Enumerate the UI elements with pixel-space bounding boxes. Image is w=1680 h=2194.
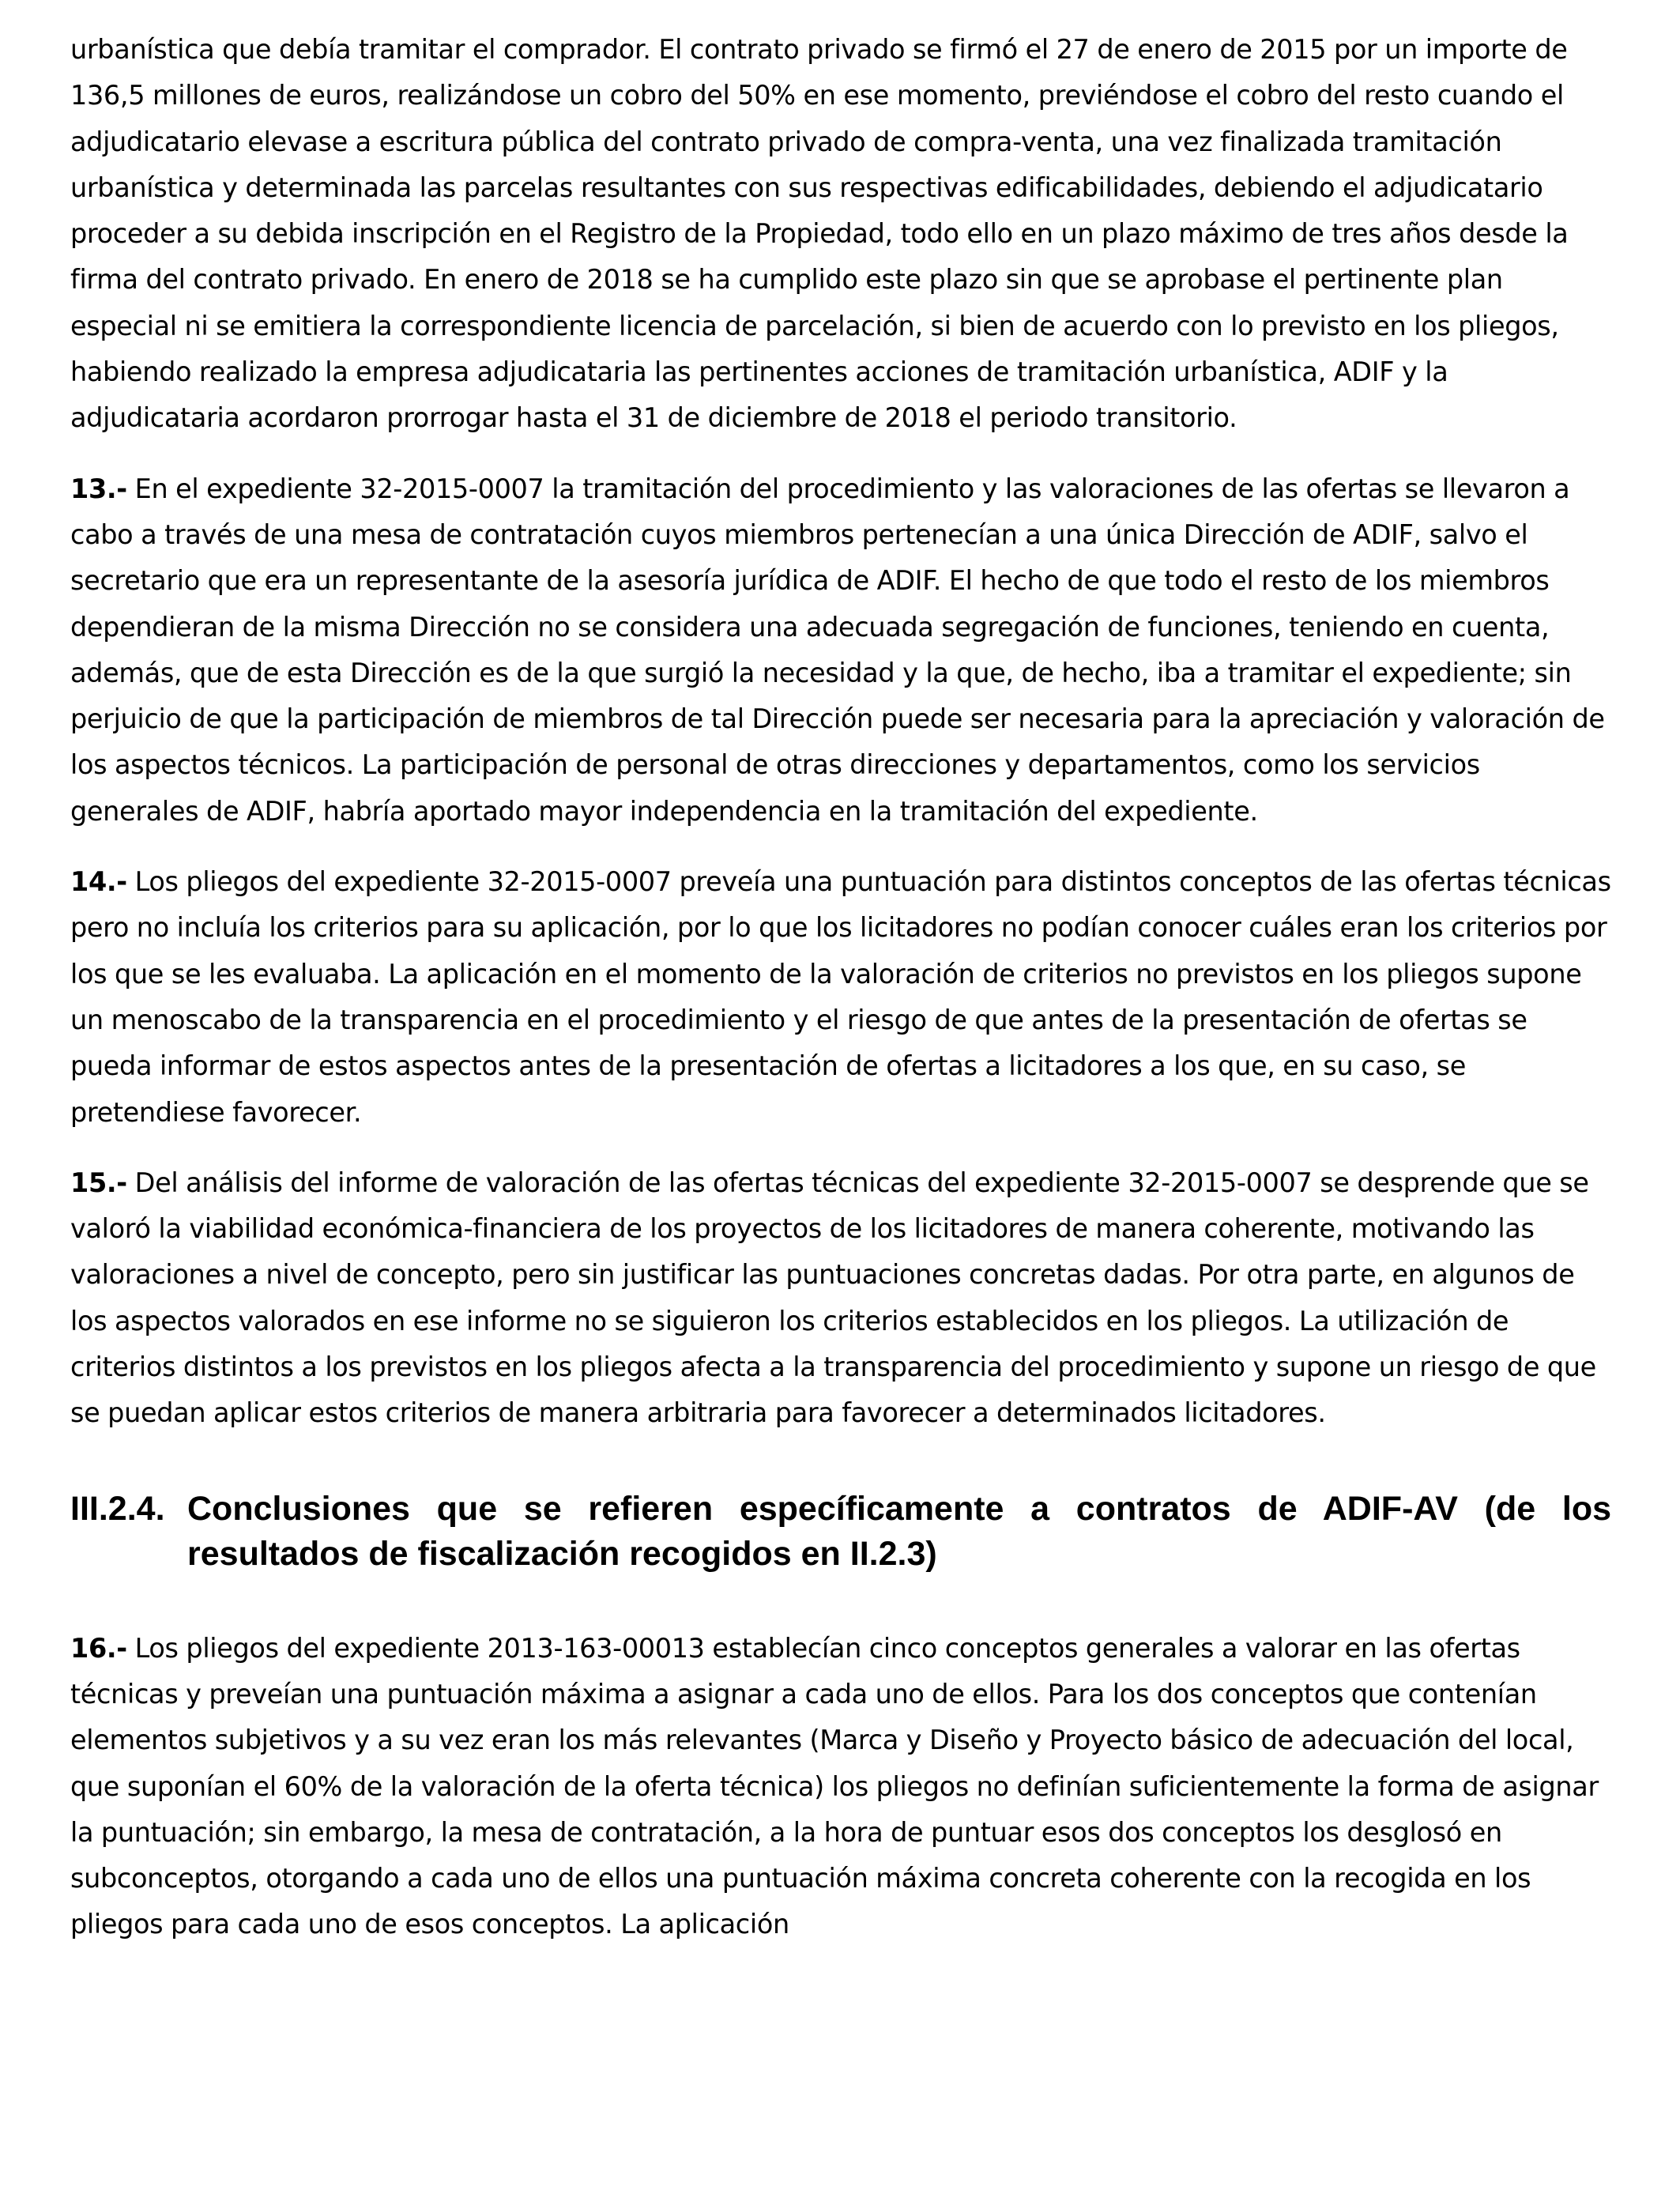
paragraph-text: Los pliegos del expediente 32-2015-0007 preveía una puntuación para distintos conceptos de las ofertas técnicas pero no incluía los criterios para su aplicación, por lo que los licitadores no podían conocer cuáles eran los criterios por los que se les evaluaba. La aplicación en el momento de la valoración de criterios no previstos en los pliegos supone un menoscabo de la transparencia en el procedimiento y el riesgo de que antes de la presentación de ofertas se pueda informar de estos aspectos antes de la presentación de ofertas a licitadores a los que, en su caso, se pretendiese favorecer. xyxy=(70,866,1611,1128)
paragraph-number: 16.- xyxy=(70,1632,127,1664)
section-title: Conclusiones que se refieren específicamente a contratos de ADIF-AV (de los resultados de fiscalización recogidos en II.2.3) xyxy=(187,1489,1611,1573)
paragraph-14 xyxy=(70,859,1611,1136)
section-number: III.2.4. xyxy=(70,1489,165,1528)
paragraph-number: 14.- xyxy=(70,866,127,898)
paragraph-13 xyxy=(70,466,1611,835)
paragraph-continuation xyxy=(70,27,1611,442)
document-page xyxy=(70,27,1611,1973)
paragraph-16 xyxy=(70,1626,1611,1948)
paragraph-number: 15.- xyxy=(70,1167,127,1198)
paragraph-text: En el expediente 32-2015-0007 la tramitación del procedimiento y las valoraciones de las ofertas se llevaron a cabo a través de una mesa de contratación cuyos miembros pertenecían a una única Dirección de ADIF, salvo el secretario que era un representante de la asesoría jurídica de ADIF. El hecho de que todo el resto de los miembros dependieran de la misma Dirección no se considera una adecuada segregación de funciones, teniendo en cuenta, además, que de esta Dirección es de la que surgió la necesidad y la que, de hecho, iba a tramitar el expediente; sin perjuicio de que la participación de miembros de tal Dirección puede ser necesaria para la apreciación y valoración de los aspectos técnicos. La participación de personal de otras direcciones y departamentos, como los servicios generales de ADIF, habría aportado mayor independencia en la tramitación del expediente. xyxy=(70,473,1605,827)
paragraph-text: Del análisis del informe de valoración de las ofertas técnicas del expediente 32-2015-0007 se desprende que se valoró la viabilidad económica-financiera de los proyectos de los licitadores de manera coherente, motivando las valoraciones a nivel de concepto, pero sin justificar las puntuaciones concretas dadas. Por otra parte, en algunos de los aspectos valorados en ese informe no se siguieron los criterios establecidos en los pliegos. La utilización de criterios distintos a los previstos en los pliegos afecta a la transparencia del procedimiento y supone un riesgo de que se puedan aplicar estos criterios de manera arbitraria para favorecer a determinados licitadores. xyxy=(70,1167,1596,1429)
paragraph-number: 13.- xyxy=(70,473,127,504)
paragraph-text: Los pliegos del expediente 2013-163-00013 establecían cinco conceptos generales a valorar en las ofertas técnicas y preveían una puntuación máxima a asignar a cada uno de ellos. Para los dos conceptos que contenían elementos subjetivos y a su vez eran los más relevantes (Marca y Diseño y Proyecto básico de adecuación del local, que suponían el 60% de la valoración de la oferta técnica) los pliegos no definían suficientemente la forma de asignar la puntuación; sin embargo, la mesa de contratación, a la hora de puntuar esos dos conceptos los desglosó en subconceptos, otorgando a cada uno de ellos una puntuación máxima concreta coherente con la recogida en los pliegos para cada uno de esos conceptos. La aplicación xyxy=(70,1632,1599,1940)
paragraph-15 xyxy=(70,1160,1611,1437)
section-heading xyxy=(70,1487,1611,1577)
paragraph-text: urbanística que debía tramitar el comprador. El contrato privado se firmó el 27 de enero de 2015 por un importe de 136,5 millones de euros, realizándose un cobro del 50% en ese momento, previéndose el cobro del resto cuando el adjudicatario elevase a escritura pública del contrato privado de compra-venta, una vez finalizada tramitación urbanística y determinada las parcelas resultantes con sus respectivas edificabilidades, debiendo el adjudicatario proceder a su debida inscripción en el Registro de la Propiedad, todo ello en un plazo máximo de tres años desde la firma del contrato privado. En enero de 2018 se ha cumplido este plazo sin que se aprobase el pertinente plan especial ni se emitiera la correspondiente licencia de parcelación, si bien de acuerdo con lo previsto en los pliegos, habiendo realizado la empresa adjudicataria las pertinentes acciones de tramitación urbanística, ADIF y la adjudicataria acordaron prorrogar hasta el 31 de diciembre de 2018 el periodo transitorio. xyxy=(70,34,1569,434)
